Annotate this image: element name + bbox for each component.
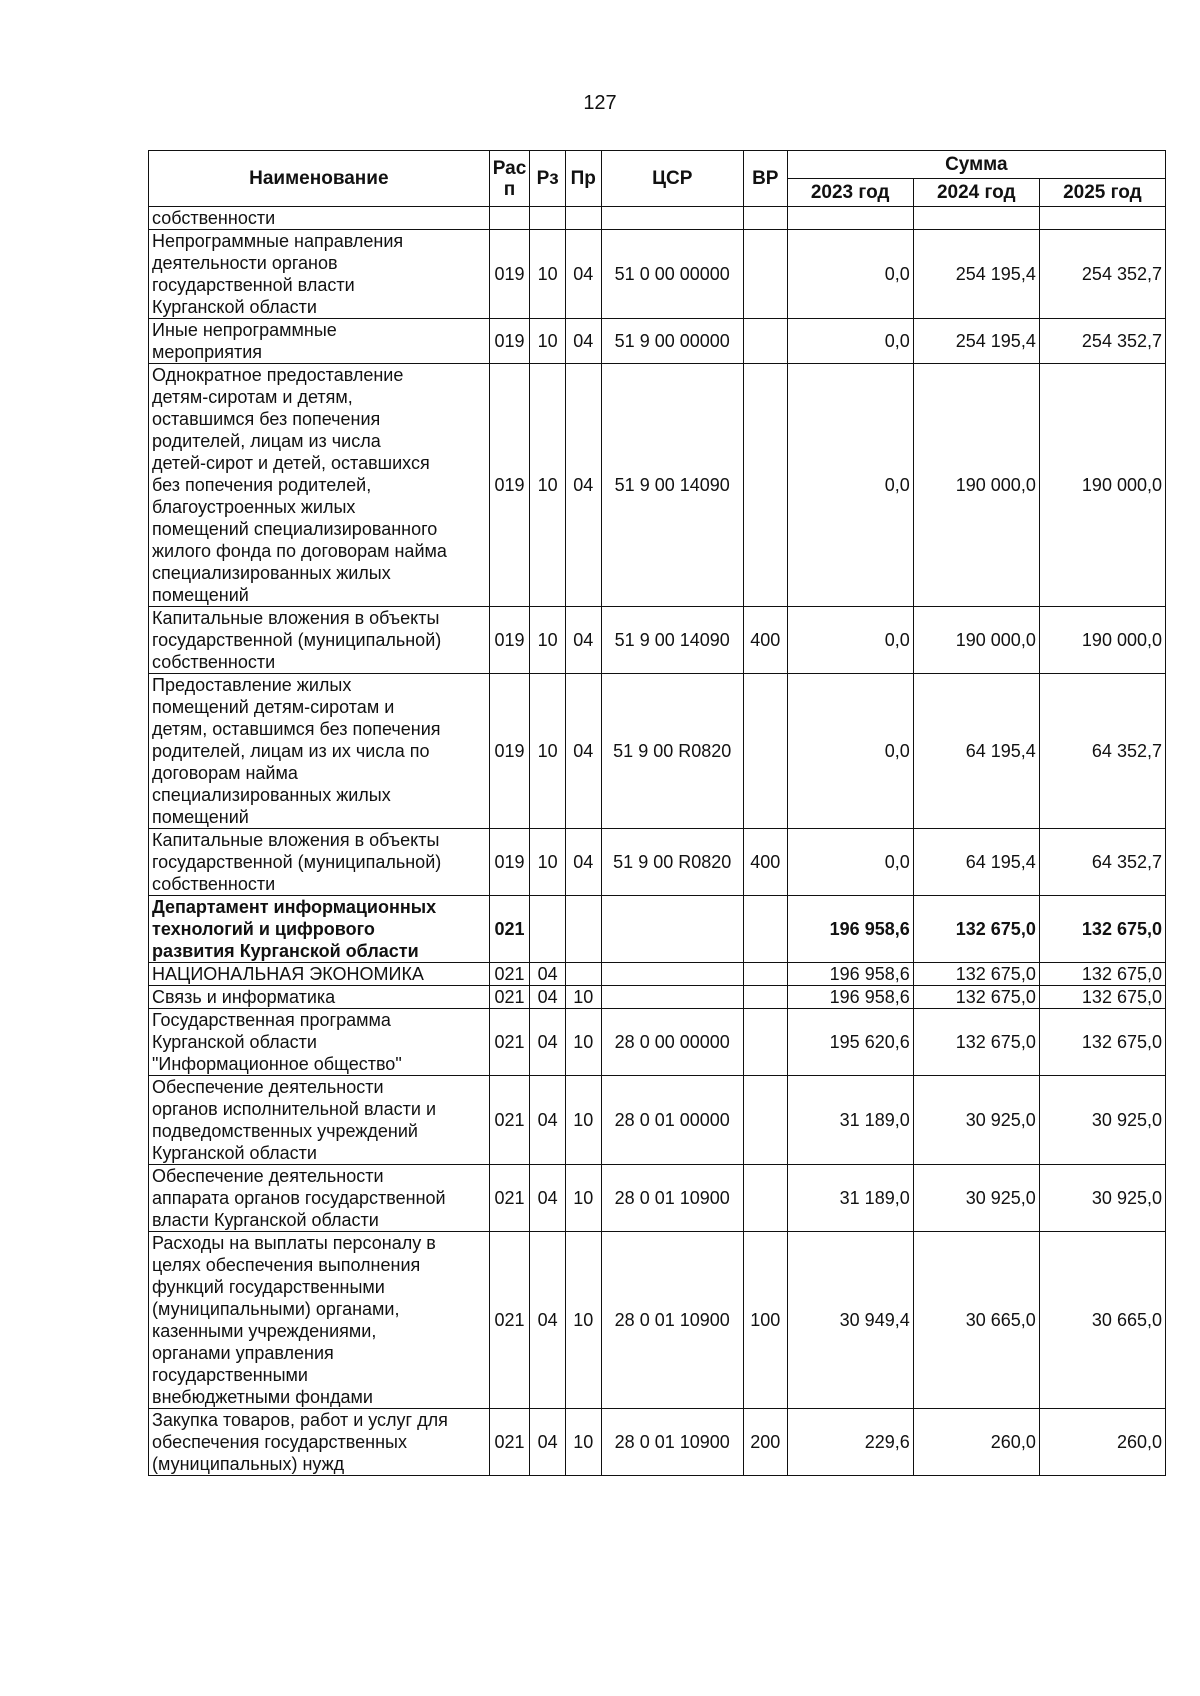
cell-vr	[743, 319, 787, 364]
table-row	[149, 1076, 1166, 1165]
cell-pr	[565, 963, 601, 986]
cell-rasp: 019	[489, 607, 530, 674]
cell-pr: 10	[565, 1076, 601, 1165]
cell-2023: 0,0	[787, 230, 913, 319]
table-row	[149, 1009, 1166, 1076]
cell-vr	[743, 207, 787, 230]
cell-name: Непрограммные направления деятельности органов государственной власти Курганской области	[149, 230, 490, 319]
cell-pr: 10	[565, 1165, 601, 1232]
cell-vr	[743, 1165, 787, 1232]
cell-name: НАЦИОНАЛЬНАЯ ЭКОНОМИКА	[149, 963, 490, 986]
cell-pr: 04	[565, 364, 601, 607]
cell-2024: 64 195,4	[913, 674, 1039, 829]
cell-name: Связь и информатика	[149, 986, 490, 1009]
cell-name: Закупка товаров, работ и услуг для обеспечения государственных (муниципальных) нужд	[149, 1409, 490, 1476]
table-body	[149, 207, 1166, 1476]
cell-rz: 10	[530, 607, 566, 674]
header-pr: Пр	[565, 151, 601, 207]
table-row	[149, 986, 1166, 1009]
cell-rz: 10	[530, 829, 566, 896]
cell-csr: 51 9 00 R0820	[601, 829, 743, 896]
cell-2025: 190 000,0	[1039, 607, 1165, 674]
cell-pr: 10	[565, 986, 601, 1009]
cell-name: Капитальные вложения в объекты государственной (муниципальной) собственности	[149, 829, 490, 896]
cell-2023: 0,0	[787, 364, 913, 607]
cell-2024: 190 000,0	[913, 364, 1039, 607]
header-name: Наименование	[149, 151, 490, 207]
cell-2024: 254 195,4	[913, 319, 1039, 364]
cell-rasp: 019	[489, 364, 530, 607]
cell-rasp: 021	[489, 963, 530, 986]
cell-2025: 132 675,0	[1039, 1009, 1165, 1076]
cell-csr: 51 9 00 14090	[601, 607, 743, 674]
cell-rz: 04	[530, 1409, 566, 1476]
header-2023: 2023 год	[787, 179, 913, 207]
cell-name: Иные непрограммные мероприятия	[149, 319, 490, 364]
cell-2025: 64 352,7	[1039, 674, 1165, 829]
cell-2024	[913, 207, 1039, 230]
header-rasp: Рас п	[489, 151, 530, 207]
cell-rasp: 021	[489, 1165, 530, 1232]
table-row	[149, 829, 1166, 896]
header-rz: Рз	[530, 151, 566, 207]
page-number: 127	[583, 92, 617, 114]
table-row	[149, 963, 1166, 986]
cell-name: Государственная программа Курганской области "Информационное общество"	[149, 1009, 490, 1076]
cell-2024: 132 675,0	[913, 963, 1039, 986]
header-sum: Сумма	[787, 151, 1165, 179]
cell-vr: 200	[743, 1409, 787, 1476]
cell-csr: 51 9 00 14090	[601, 364, 743, 607]
cell-2023: 195 620,6	[787, 1009, 913, 1076]
cell-rz: 04	[530, 963, 566, 986]
cell-csr: 28 0 00 00000	[601, 1009, 743, 1076]
cell-pr: 04	[565, 607, 601, 674]
cell-csr: 51 9 00 00000	[601, 319, 743, 364]
cell-2023: 31 189,0	[787, 1076, 913, 1165]
cell-pr	[565, 896, 601, 963]
cell-rz: 04	[530, 1165, 566, 1232]
cell-2024: 30 925,0	[913, 1076, 1039, 1165]
cell-name: собственности	[149, 207, 490, 230]
cell-2025: 254 352,7	[1039, 319, 1165, 364]
cell-rasp: 021	[489, 1009, 530, 1076]
cell-2024: 132 675,0	[913, 986, 1039, 1009]
cell-csr: 28 0 01 10900	[601, 1409, 743, 1476]
cell-pr: 04	[565, 674, 601, 829]
cell-2024: 30 665,0	[913, 1232, 1039, 1409]
cell-2025: 132 675,0	[1039, 896, 1165, 963]
cell-pr: 10	[565, 1009, 601, 1076]
table-row	[149, 207, 1166, 230]
cell-pr: 10	[565, 1409, 601, 1476]
cell-rasp: 021	[489, 1076, 530, 1165]
cell-2024: 260,0	[913, 1409, 1039, 1476]
header-vr: ВР	[743, 151, 787, 207]
cell-2024: 190 000,0	[913, 607, 1039, 674]
cell-2024: 254 195,4	[913, 230, 1039, 319]
cell-2025: 190 000,0	[1039, 364, 1165, 607]
cell-rasp: 021	[489, 896, 530, 963]
cell-csr: 51 0 00 00000	[601, 230, 743, 319]
cell-pr: 04	[565, 230, 601, 319]
cell-vr	[743, 674, 787, 829]
cell-rz: 04	[530, 1009, 566, 1076]
cell-2023: 31 189,0	[787, 1165, 913, 1232]
cell-2025: 132 675,0	[1039, 986, 1165, 1009]
cell-pr	[565, 207, 601, 230]
cell-2025: 30 665,0	[1039, 1232, 1165, 1409]
cell-name: Предоставление жилых помещений детям-сиротам и детям, оставшимся без попечения родителей, лицам из их числа по договорам найма специализированных жилых помещений	[149, 674, 490, 829]
cell-2025	[1039, 207, 1165, 230]
cell-name: Обеспечение деятельности аппарата органов государственной власти Курганской области	[149, 1165, 490, 1232]
table-row	[149, 1409, 1166, 1476]
cell-vr	[743, 1009, 787, 1076]
table-row	[149, 230, 1166, 319]
cell-csr	[601, 986, 743, 1009]
cell-2023: 196 958,6	[787, 896, 913, 963]
table-row	[149, 364, 1166, 607]
cell-vr: 100	[743, 1232, 787, 1409]
cell-rasp: 021	[489, 986, 530, 1009]
cell-csr: 28 0 01 10900	[601, 1232, 743, 1409]
cell-rz: 10	[530, 230, 566, 319]
cell-2025: 30 925,0	[1039, 1165, 1165, 1232]
cell-name: Расходы на выплаты персоналу в целях обеспечения выполнения функций государственными (муниципальными) органами, казенными учреждениями, органами управления государственными внебюджетными фондами	[149, 1232, 490, 1409]
header-2024: 2024 год	[913, 179, 1039, 207]
cell-rz: 04	[530, 1232, 566, 1409]
cell-rz: 10	[530, 319, 566, 364]
cell-name: Однократное предоставление детям-сиротам и детям, оставшимся без попечения родителей, лицам из числа детей-сирот и детей, оставшихся без попечения родителей, благоустроенных жилых помещений специализированного жилого фонда по договорам найма специализированных жилых помещений	[149, 364, 490, 607]
cell-2024: 30 925,0	[913, 1165, 1039, 1232]
cell-rz: 10	[530, 674, 566, 829]
cell-csr: 28 0 01 10900	[601, 1165, 743, 1232]
cell-rasp: 019	[489, 829, 530, 896]
cell-rz: 10	[530, 364, 566, 607]
cell-2025: 260,0	[1039, 1409, 1165, 1476]
header-csr: ЦСР	[601, 151, 743, 207]
cell-2023: 196 958,6	[787, 986, 913, 1009]
cell-rz	[530, 207, 566, 230]
cell-2023	[787, 207, 913, 230]
cell-rasp: 019	[489, 674, 530, 829]
cell-2023: 0,0	[787, 319, 913, 364]
cell-csr: 28 0 01 00000	[601, 1076, 743, 1165]
cell-vr	[743, 230, 787, 319]
cell-vr	[743, 986, 787, 1009]
cell-2024: 132 675,0	[913, 1009, 1039, 1076]
budget-table	[148, 150, 1166, 1476]
table-row	[149, 319, 1166, 364]
cell-csr	[601, 963, 743, 986]
table-row	[149, 674, 1166, 829]
cell-vr	[743, 896, 787, 963]
cell-vr: 400	[743, 607, 787, 674]
cell-2025: 64 352,7	[1039, 829, 1165, 896]
cell-2023: 229,6	[787, 1409, 913, 1476]
cell-csr	[601, 207, 743, 230]
cell-2023: 196 958,6	[787, 963, 913, 986]
cell-2023: 30 949,4	[787, 1232, 913, 1409]
cell-2025: 132 675,0	[1039, 963, 1165, 986]
cell-rz: 04	[530, 986, 566, 1009]
cell-rasp: 019	[489, 319, 530, 364]
header-2025: 2025 год	[1039, 179, 1165, 207]
table-row	[149, 1165, 1166, 1232]
cell-2025: 30 925,0	[1039, 1076, 1165, 1165]
cell-pr: 10	[565, 1232, 601, 1409]
cell-vr: 400	[743, 829, 787, 896]
cell-rasp: 021	[489, 1232, 530, 1409]
cell-vr	[743, 1076, 787, 1165]
cell-csr	[601, 896, 743, 963]
cell-name: Обеспечение деятельности органов исполнительной власти и подведомственных учреждений Курганской области	[149, 1076, 490, 1165]
cell-rasp: 019	[489, 230, 530, 319]
cell-pr: 04	[565, 829, 601, 896]
cell-name: Департамент информационных технологий и цифрового развития Курганской области	[149, 896, 490, 963]
cell-rz	[530, 896, 566, 963]
table-header	[149, 151, 1166, 207]
cell-pr: 04	[565, 319, 601, 364]
table-row	[149, 607, 1166, 674]
cell-vr	[743, 364, 787, 607]
cell-2024: 64 195,4	[913, 829, 1039, 896]
cell-rz: 04	[530, 1076, 566, 1165]
table-row	[149, 1232, 1166, 1409]
cell-csr: 51 9 00 R0820	[601, 674, 743, 829]
cell-2025: 254 352,7	[1039, 230, 1165, 319]
cell-2023: 0,0	[787, 674, 913, 829]
cell-2023: 0,0	[787, 607, 913, 674]
table-row	[149, 896, 1166, 963]
cell-2024: 132 675,0	[913, 896, 1039, 963]
cell-rasp	[489, 207, 530, 230]
cell-2023: 0,0	[787, 829, 913, 896]
cell-name: Капитальные вложения в объекты государственной (муниципальной) собственности	[149, 607, 490, 674]
cell-vr	[743, 963, 787, 986]
cell-rasp: 021	[489, 1409, 530, 1476]
